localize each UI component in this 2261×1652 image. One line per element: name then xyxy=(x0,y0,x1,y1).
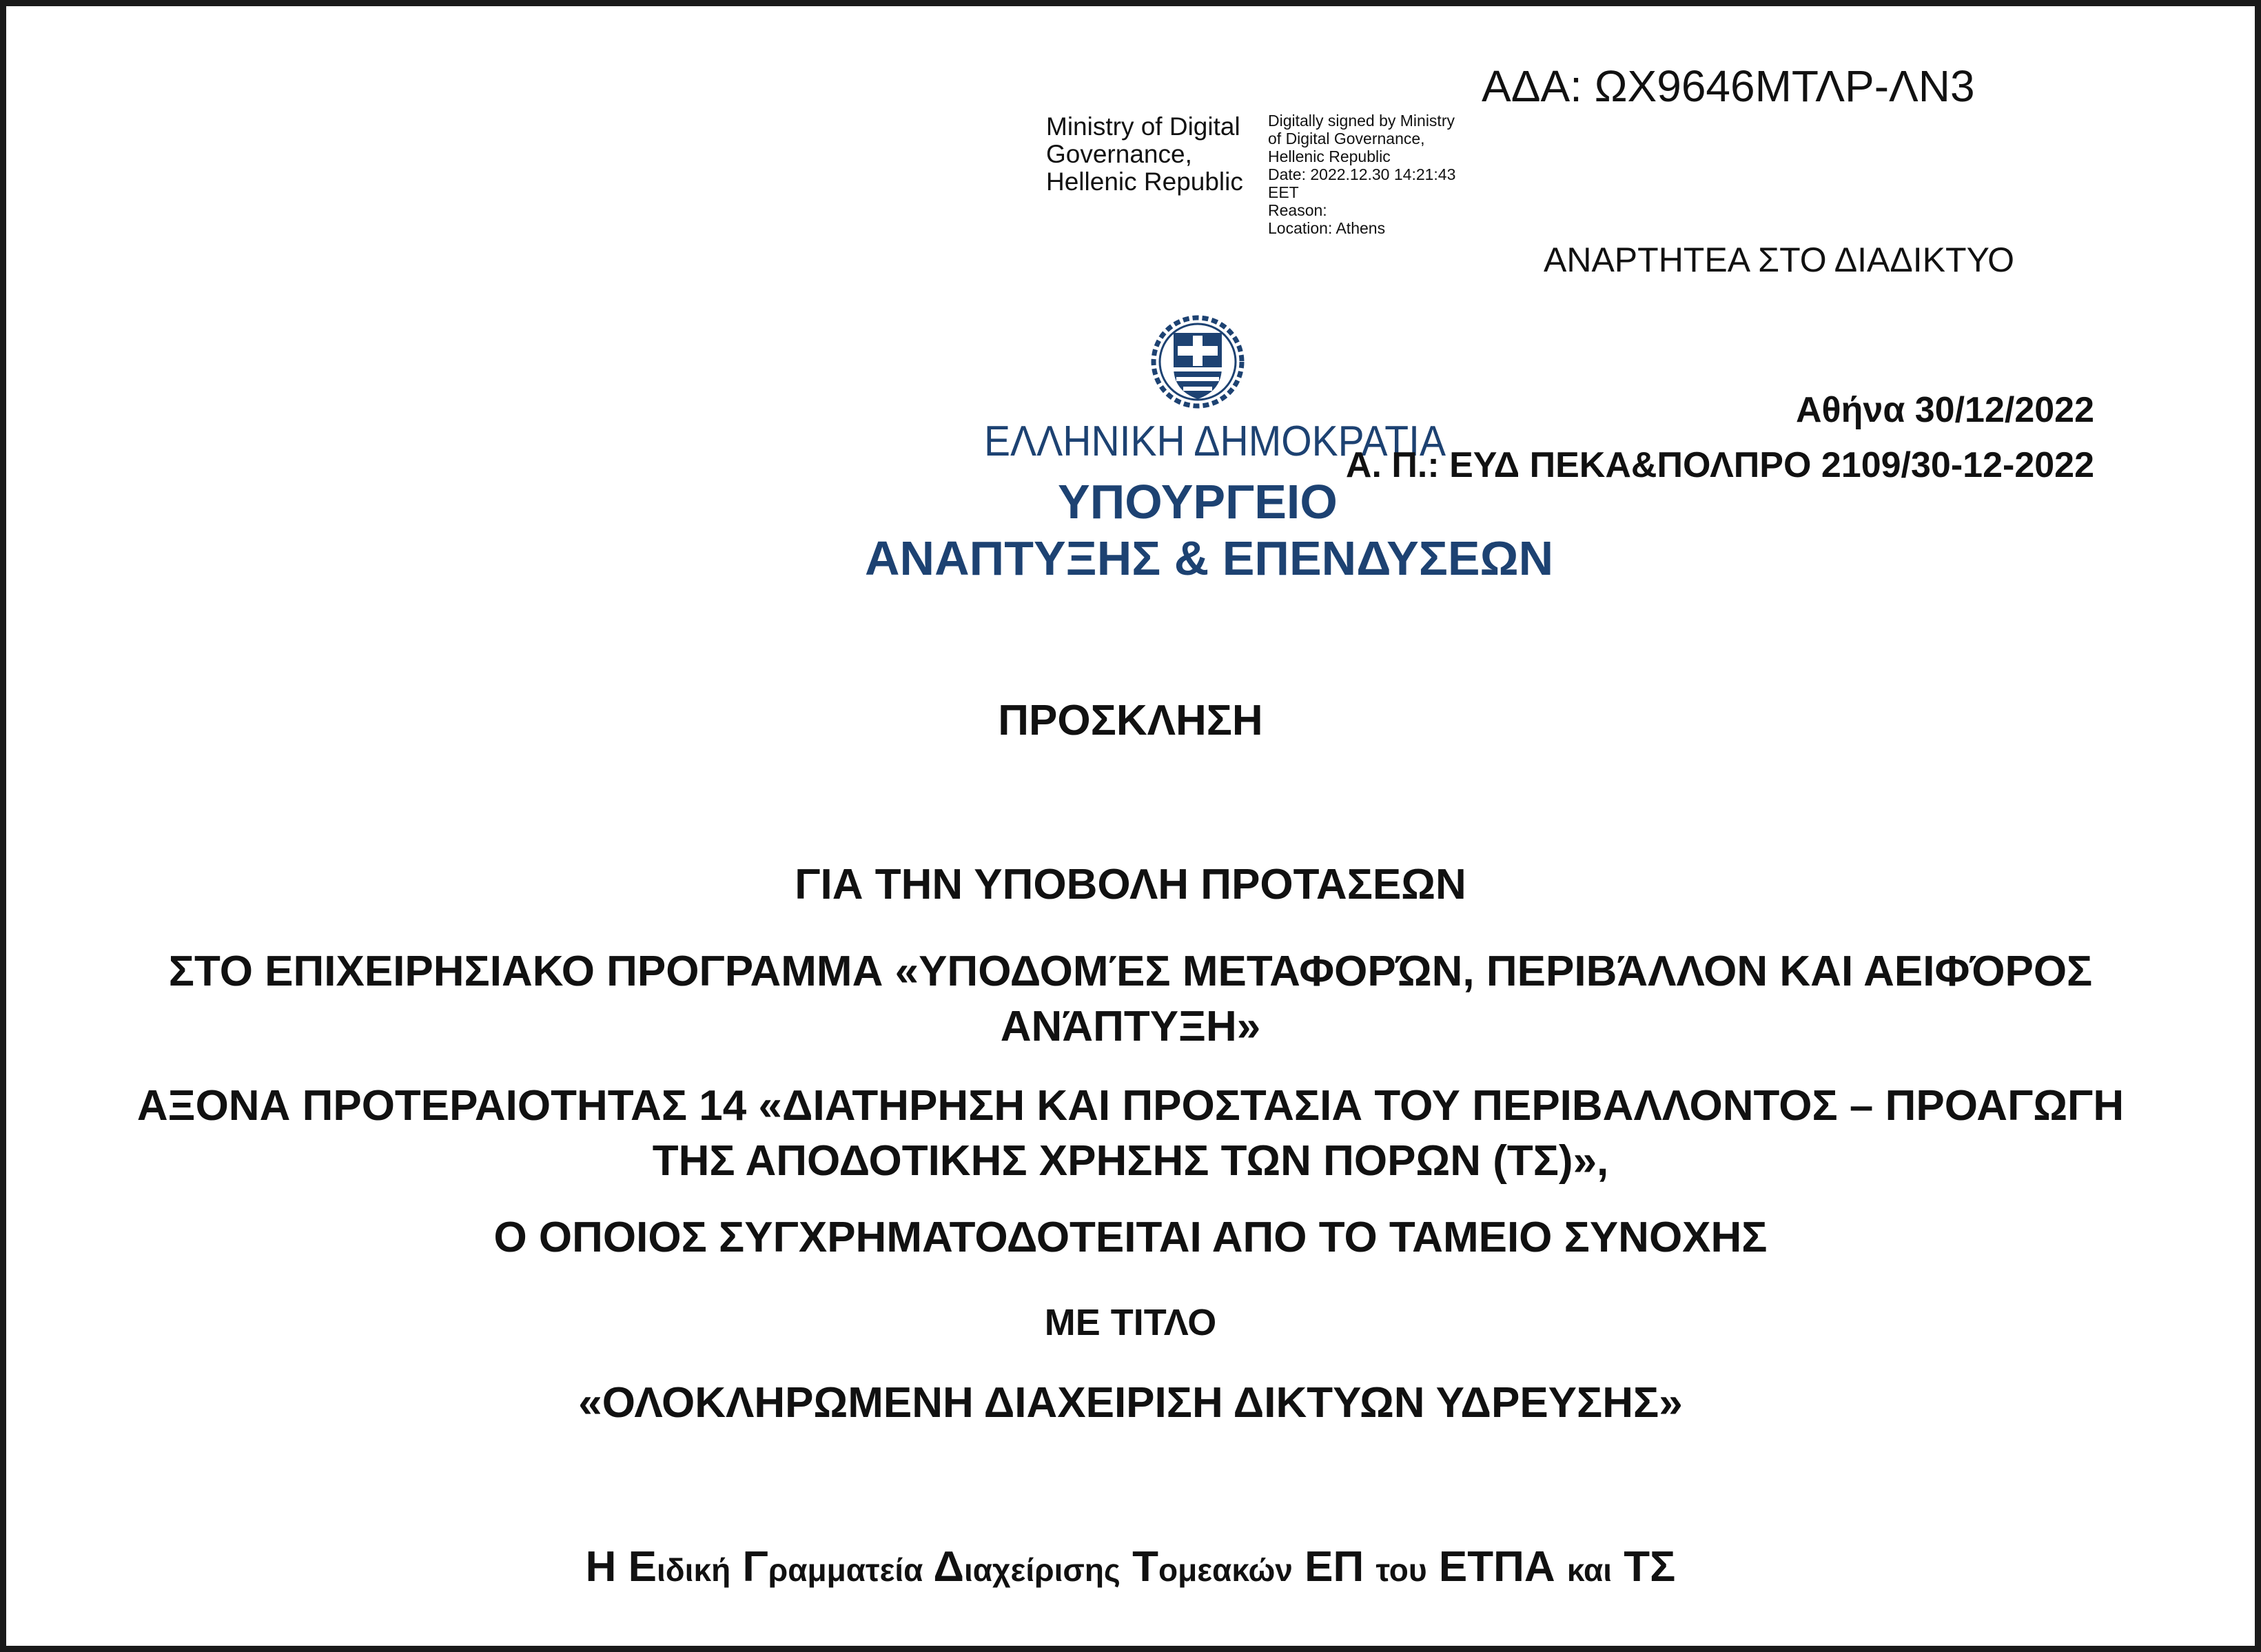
document-date: Αθήνα 30/12/2022 xyxy=(1795,390,2094,430)
submission-heading: ΓΙΑ ΤΗΝ ΥΠΟΒΟΛΗ ΠΡΟΤΑΣΕΩΝ xyxy=(795,861,1466,908)
ministry-label: ΥΠΟΥΡΓΕΙΟ xyxy=(1058,475,1338,529)
programme-line-2: ΑΝΆΠΤΥΞΗ» xyxy=(1000,1003,1261,1050)
ada-code: ΑΔΑ: ΩΧ9646ΜΤΛΡ-ΛΝ3 xyxy=(1482,61,1975,111)
invitation-heading: ΠΡΟΣΚΛΗΣΗ xyxy=(998,697,1263,744)
secretariat-word: Τομεακών xyxy=(1132,1543,1293,1591)
secretariat-word: Γραμματεία xyxy=(742,1543,923,1591)
protocol-number: Α. Π.: ΕΥΔ ΠΕΚΑ&ΠΟΛΠΡΟ 2109/30-12-2022 xyxy=(1345,445,2094,485)
republic-name: ΕΛΛΗΝΙΚΗ ΔΗΜΟΚΡΑΤΙΑ xyxy=(984,418,1446,465)
digital-signature-details: Digitally signed by Ministry of Digital Governance, Hellenic Republic Date: 2022.12.30 14:21:43 EET Reason: Location: Athens xyxy=(1268,112,1456,237)
programme-line-1: ΣΤΟ ΕΠΙΧΕΙΡΗΣΙΑΚΟ ΠΡΟΓΡΑΜΜΑ «ΥΠΟΔΟΜΈΣ ΜΕΤΑΦΟΡΏΝ, ΠΕΡΙΒΆΛΛΟΝ ΚΑΙ ΑΕΙΦΌΡΟΣ xyxy=(168,948,2093,995)
post-online-note: ΑΝΑΡΤΗΤΕΑ ΣΤΟ ΔΙΑΔΙΚΤΥΟ xyxy=(1544,241,2015,279)
secretariat-word: ΤΣ xyxy=(1624,1543,1676,1591)
secretariat-word: ΕΤΠΑ xyxy=(1438,1543,1555,1591)
greek-coat-of-arms-icon xyxy=(1147,314,1248,410)
secretariat-word: και xyxy=(1566,1552,1613,1588)
secretariat-word: του xyxy=(1375,1552,1427,1588)
secretariat-word: Διαχείρισης xyxy=(933,1543,1121,1591)
priority-axis xyxy=(69,1079,2192,1189)
axis-line-1: ΑΞΟΝΑ ΠΡΟΤΕΡΑΙΟΤΗΤΑΣ 14 «ΔΙΑΤΗΡΗΣΗ ΚΑΙ ΠΡΟΣΤΑΣΙΑ ΤΟΥ ΠΕΡΙΒΑΛΛΟΝΤΟΣ – ΠΡΟΑΓΩΓΗ xyxy=(136,1082,2125,1130)
ministry-name: ΑΝΑΠΤΥΞΗΣ & ΕΠΕΝΔΥΣΕΩΝ xyxy=(865,531,1554,585)
secretariat-word: Ειδική xyxy=(628,1543,731,1591)
secretariat-line xyxy=(69,1542,2192,1591)
secretariat-word: Η xyxy=(585,1543,617,1591)
digital-signer-name: Ministry of Digital Governance, Hellenic Republic xyxy=(1046,112,1243,196)
operational-programme xyxy=(69,944,2192,1054)
with-title-label: ΜΕ ΤΙΤΛΟ xyxy=(1044,1302,1217,1343)
cofunding-statement: Ο ΟΠΟΙΟΣ ΣΥΓΧΡΗΜΑΤΟΔΟΤΕΙΤΑΙ ΑΠΟ ΤΟ ΤΑΜΕΙΟ ΣΥΝΟΧΗΣ xyxy=(493,1214,1768,1261)
axis-line-2: ΤΗΣ ΑΠΟΔΟΤΙΚΗΣ ΧΡΗΣΗΣ ΤΩΝ ΠΟΡΩΝ (ΤΣ)», xyxy=(652,1137,1609,1185)
project-title: «ΟΛΟΚΛΗΡΩΜΕΝΗ ΔΙΑΧΕΙΡΙΣΗ ΔΙΚΤΥΩΝ ΥΔΡΕΥΣΗΣ» xyxy=(578,1379,1683,1427)
secretariat-word: ΕΠ xyxy=(1305,1543,1364,1591)
